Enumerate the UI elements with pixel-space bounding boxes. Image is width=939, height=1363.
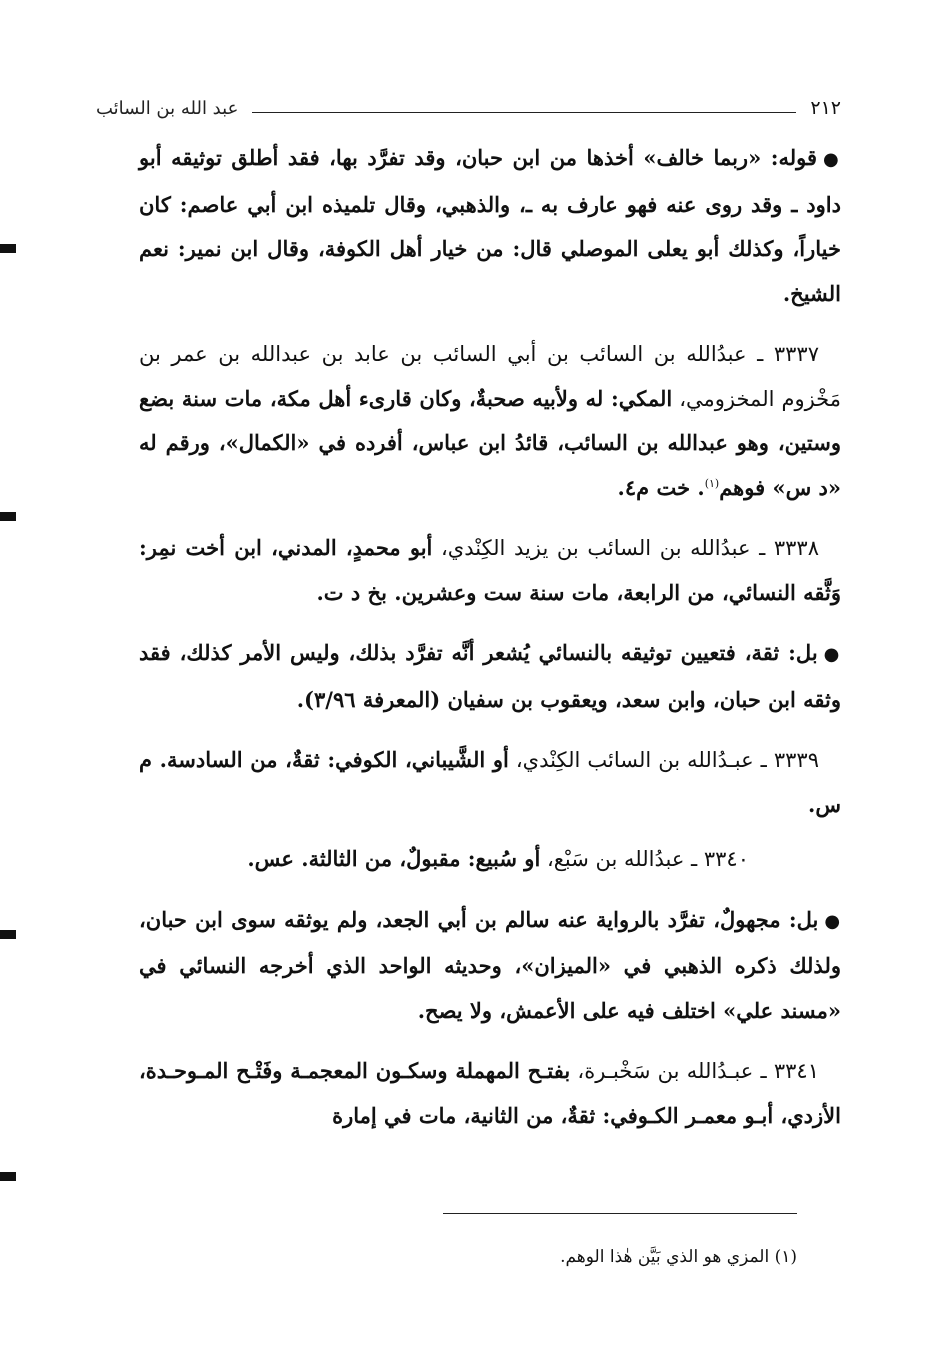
entry-tail: . خت م٤.: [617, 474, 705, 500]
footnote: (١) المزي هو الذي بَيَّن هٰذا الوهم.: [560, 1247, 797, 1267]
entry-3339: [139, 738, 841, 827]
entry-text: أو سُبيع: مقبولٌ، من الثالثة. عس.: [247, 846, 541, 871]
entry-3341: [139, 1049, 841, 1138]
footnote-ref[interactable]: (١): [704, 476, 720, 490]
footnote-rule: [443, 1213, 797, 1214]
commentary-paragraph: [139, 631, 841, 722]
entry-number: ٣٣٣٩: [773, 748, 819, 772]
entry-3337: [139, 332, 841, 510]
entry-lead: ـ عبدُالله بن سَبْع،: [540, 847, 698, 871]
entry-lead: ـ عبدُالله بن السائب بن يزيد الكِنْدي،: [432, 536, 766, 560]
entry-number: ٣٣٤٠: [703, 847, 749, 871]
entry-lead: ـ عبـدُالله بن سَخْبـرة،: [570, 1059, 767, 1083]
entry-number: ٣٣٣٨: [773, 536, 819, 560]
entry-lead: ـ عبـدُالله بن السائب الكِنْدي،: [508, 748, 767, 772]
entry-3338: [139, 526, 841, 615]
running-title: عبد الله بن السائب: [96, 97, 239, 119]
binding-mark: [0, 512, 16, 521]
binding-mark: [0, 244, 16, 253]
entry-nisba: المكي: [618, 385, 673, 411]
bullet-icon: ●: [823, 644, 841, 665]
commentary-text: بل: مجهولٌ، تفرَّد بالرواية عنه سالم بن أبي الجعد، ولم يوثقه سوى ابن حبان، ولذلك ذكره الذهبي في «الميزان»، وحديثه الواحد الذي أخرجه النسائي في «مسند علي» اختلف فيه على الأعمش، ولا يصح.: [139, 906, 841, 1023]
entry-lead: ـ عبدُالله بن السائب بن أبي السائب بن عابد بن عبدالله بن عمر بن مَخْزوم المخزومي،: [139, 342, 841, 411]
entry-3340: [139, 837, 841, 882]
header-rule: [252, 112, 796, 113]
entry-text: أبو محمدٍ، المدني، ابن أخت نمِر: وَثَّقه النسائي، من الرابعة، مات سنة ست وعشرين. بخ د ت.: [139, 535, 841, 605]
bullet-icon: ●: [823, 149, 841, 170]
entry-text: بفتـح المهملة وسكـون المعجمـة وفَتْـح المـوحـدة، الأزدي، أبـو معمـر الكـوفي: ثقةٌ، من الثانية، مات في إمارة: [139, 1058, 841, 1128]
page-number: ٢١٢: [810, 97, 841, 119]
commentary-text: بل: ثقة، فتعيين توثيقه بالنسائي يُشعر أنَّه تفرَّد بذلك، وليس الأمر كذلك، فقد وثقه ابن حبان، وابن سعد، ويعقوب بن سفيان (المعرفة ٣/٩٦).: [139, 640, 841, 712]
entry-text: أو الشَّيباني، الكوفي: ثقةٌ، من السادسة. م س.: [139, 747, 841, 817]
running-head: [96, 92, 841, 124]
binding-mark: [0, 1172, 16, 1181]
commentary-paragraph: [139, 136, 841, 316]
bullet-icon: ●: [824, 910, 841, 932]
commentary-text: قوله: «ربما خالف» أخذها من ابن حبان، وقد تفرَّد بها، فقد أطلق توثيقه أبو داود ـ وقد روى عنه فهو عارف به ـ، والذهبي، وقال تلميذه ابن أبي عاصم: كان خياراً، وكذلك أبو يعلى الموصلي قال: من خيار أهل الكوفة، وقال ابن نمير: نعم الشيخ.: [139, 145, 841, 306]
entry-text: : له ولأبيه صحبةٌ، وكان قارىء أهل مكة، مات سنة بضع وستين، وهو عبدالله بن السائب، قائدُ ابن عباس، أفرده في «الكمال»، ورقم له «د س» فوهم: [139, 385, 841, 500]
text-body: [139, 136, 841, 1138]
binding-mark: [0, 930, 16, 939]
entry-number: ٣٣٤١: [773, 1059, 819, 1083]
entry-number: ٣٣٣٧: [773, 342, 819, 366]
commentary-paragraph: [139, 898, 841, 1034]
